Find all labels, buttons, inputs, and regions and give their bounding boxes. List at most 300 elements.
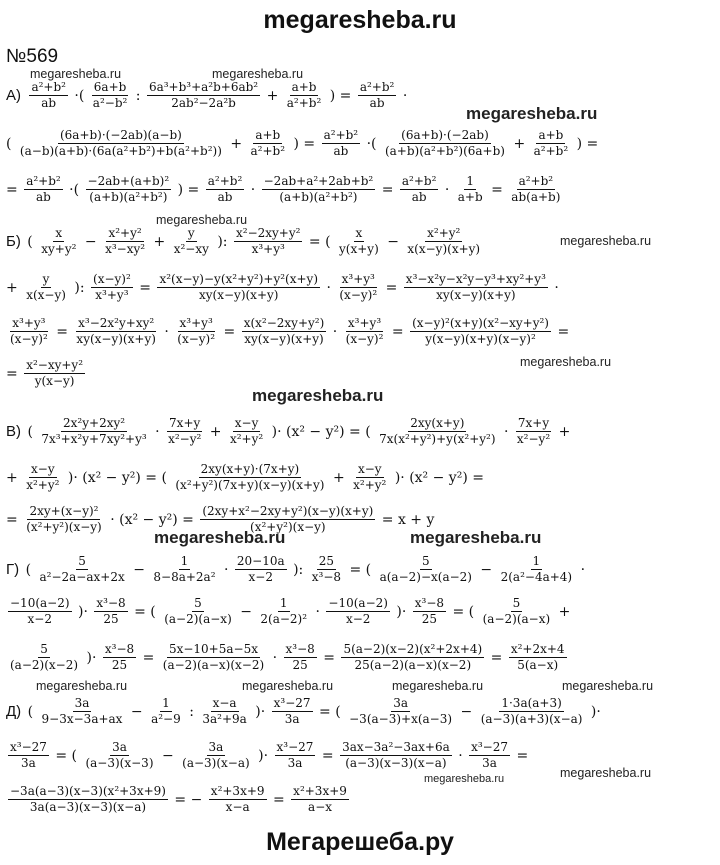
math-operator: ): — [293, 561, 304, 578]
numerator: 5x−10+5a−5x — [168, 642, 258, 656]
denominator: ab — [41, 96, 57, 110]
math-operator: + — [209, 423, 222, 440]
math-operator: + — [6, 279, 18, 296]
denominator: x³+y³ — [95, 288, 129, 302]
fraction — [341, 642, 484, 673]
numerator: 3a — [112, 740, 127, 754]
math-operator: = — [272, 791, 285, 808]
fraction — [258, 596, 309, 627]
math-operator: ( — [27, 703, 34, 720]
fraction — [18, 128, 224, 159]
watermark: megaresheba.ru — [562, 679, 654, 693]
numerator: 2x²y+2xy² — [63, 416, 126, 430]
math-operator: = — [6, 511, 18, 528]
fraction — [378, 554, 474, 585]
math-operator: )· (x² − y²) = ( — [271, 423, 371, 440]
math-operator: − — [240, 603, 252, 620]
math-operator: = — [381, 181, 394, 198]
problem-number: №569 — [6, 46, 59, 67]
denominator: (x²+y²)(x−y) — [26, 520, 102, 534]
fraction — [8, 740, 49, 771]
numerator: a²+b² — [26, 174, 61, 188]
denominator: ab — [369, 96, 385, 110]
denominator: (x²+y²)(7x+y)(x−y)(x+y) — [175, 478, 325, 492]
fraction — [228, 416, 265, 447]
fraction — [86, 174, 172, 205]
fraction — [234, 226, 302, 257]
fraction — [344, 316, 386, 347]
numerator: 6a³+b³+a²b+6ab² — [148, 80, 259, 94]
denominator: a+b — [457, 190, 483, 204]
numerator: x²+3x+9 — [210, 784, 265, 798]
fraction — [24, 174, 63, 205]
numerator: x³+y³ — [341, 272, 375, 286]
denominator: (x−y)² — [339, 288, 378, 302]
fraction — [24, 358, 85, 389]
denominator: (a+b)(a²+b²) — [89, 190, 168, 204]
denominator: x²−y² — [168, 432, 202, 446]
denominator: (a−3)(a+3)(x−a) — [480, 712, 583, 726]
denominator: 2(a²−4a+4) — [500, 570, 573, 584]
denominator: ab — [217, 190, 233, 204]
fraction — [83, 740, 155, 771]
math-operator: − — [460, 703, 473, 720]
site-footer: Мегарешеба.ру — [266, 828, 454, 856]
part-e-line-1 — [6, 696, 601, 727]
math-operator: · — [580, 561, 586, 578]
math-operator: ( — [6, 135, 12, 152]
numerator: −2ab+a²+2ab+b² — [263, 174, 374, 188]
fraction — [24, 272, 68, 303]
fraction — [172, 226, 211, 257]
numerator: x²−xy+y² — [26, 358, 84, 372]
fraction — [157, 272, 320, 303]
denominator: x²−xy — [173, 242, 209, 256]
fraction — [173, 462, 326, 493]
numerator: a+b — [538, 128, 564, 142]
math-operator: · — [272, 649, 278, 666]
numerator: 5 — [78, 554, 86, 568]
fraction — [74, 316, 157, 347]
numerator: x−y — [234, 416, 259, 430]
fraction — [383, 128, 507, 159]
denominator: (a+b)(a²+b²) — [279, 190, 358, 204]
numerator: 1 — [162, 696, 170, 710]
math-operator: = ( — [349, 561, 372, 578]
numerator: x³−27 — [276, 740, 314, 754]
fraction — [180, 740, 252, 771]
math-operator: + — [230, 135, 243, 152]
denominator: x²−y² — [516, 432, 551, 446]
math-operator: ) = — [293, 135, 316, 152]
watermark: megaresheba.ru — [156, 213, 248, 227]
fraction — [209, 784, 267, 815]
numerator: x−y — [31, 462, 55, 476]
watermark: megaresheba.ru — [560, 766, 652, 780]
fraction — [413, 596, 446, 627]
denominator: a(a−2)−x(a−2) — [379, 570, 472, 584]
math-operator: · — [326, 279, 331, 296]
math-operator: − — [480, 561, 493, 578]
math-operator: · — [402, 87, 408, 104]
fraction — [285, 80, 324, 111]
numerator: x³+y³ — [179, 316, 213, 330]
math-operator: · — [250, 181, 256, 198]
numerator: 1 — [532, 554, 541, 568]
math-operator: ): — [74, 279, 85, 296]
denominator: (x−y)² — [345, 332, 384, 346]
part-e-line-3 — [6, 784, 351, 815]
numerator: 2xy(x+y)·(7x+y) — [200, 462, 300, 476]
fraction — [509, 642, 567, 673]
part-e-line-2 — [6, 740, 528, 771]
math-operator: = — [385, 279, 398, 296]
watermark: megaresheba.ru — [242, 679, 334, 693]
denominator: 2(a−2)² — [260, 612, 308, 626]
denominator: x²+y² — [26, 478, 60, 492]
numerator: a²+b² — [207, 174, 243, 188]
numerator: 2xy(x+y) — [410, 416, 465, 430]
math-operator: ·( — [69, 181, 80, 198]
denominator: 25 — [111, 658, 128, 672]
math-operator: = — [323, 649, 335, 666]
math-operator: ( — [27, 423, 33, 440]
watermark: megaresheba.ru — [252, 386, 384, 405]
fraction — [479, 696, 585, 727]
numerator: x³−27 — [273, 696, 311, 710]
denominator: x(x−y) — [26, 288, 66, 302]
fraction — [8, 596, 72, 627]
denominator: y(x−y) — [34, 374, 75, 388]
numerator: y — [42, 272, 50, 286]
denominator: (a−2)(a−x)(x−2) — [162, 658, 265, 672]
numerator: 3a — [393, 696, 408, 710]
numerator: a²+b² — [31, 80, 66, 94]
fraction — [322, 128, 361, 159]
numerator: 1 — [180, 554, 189, 568]
math-operator: · — [164, 323, 169, 340]
math-operator: = ( — [319, 703, 341, 720]
part-b-line-4 — [6, 358, 87, 389]
fraction — [91, 80, 130, 111]
denominator: a²−b² — [92, 96, 128, 110]
fraction — [456, 174, 485, 205]
fraction — [242, 316, 327, 347]
numerator: 6a+b — [93, 80, 127, 94]
numerator: x²+2x+4 — [510, 642, 565, 656]
math-operator: · — [458, 747, 463, 764]
math-operator: ( — [25, 561, 32, 578]
numerator: x³−27 — [471, 740, 508, 754]
numerator: (x−y)²(x+y)(x²−xy+y²) — [412, 316, 549, 330]
numerator: x−y — [357, 462, 382, 476]
math-operator: · — [332, 323, 338, 340]
numerator: x³−8 — [414, 596, 445, 610]
watermark: megaresheba.ru — [36, 679, 128, 693]
fraction — [532, 128, 571, 159]
numerator: 3a — [74, 696, 90, 710]
fraction — [8, 642, 80, 673]
watermark: megaresheba.ru — [30, 67, 122, 81]
math-operator: : — [189, 703, 194, 720]
denominator: x−a — [225, 800, 250, 814]
numerator: −10(a−2) — [328, 596, 388, 610]
math-operator: + — [6, 469, 18, 486]
math-operator: = — [516, 747, 529, 764]
denominator: (a−b)(a+b)·(6a(a²+b²)+b(a²+b²)) — [19, 144, 222, 158]
denominator: (a−3)(x−a) — [182, 756, 250, 770]
denominator: 3a(a−3)(x−3)(x−a) — [29, 800, 147, 814]
math-operator: · — [155, 423, 160, 440]
denominator: a²−2a−ax+2x — [39, 570, 125, 584]
fraction — [235, 554, 287, 585]
numerator: x²+y² — [108, 226, 142, 240]
part-d-line-3 — [6, 642, 569, 673]
numerator: a+b — [255, 128, 281, 142]
denominator: (a−3)(x−3)(x−a) — [345, 756, 447, 770]
numerator: x³+y³ — [12, 316, 46, 330]
numerator: 5 — [40, 642, 48, 656]
fraction — [161, 642, 266, 673]
numerator: 7x+y — [517, 416, 550, 430]
math-operator: = — [321, 747, 334, 764]
math-operator: = — [56, 323, 68, 340]
numerator: (x−y)² — [93, 272, 131, 286]
math-operator: = — [142, 649, 155, 666]
denominator: (a−3)(x−3) — [85, 756, 154, 770]
numerator: 7x+y — [169, 416, 201, 430]
denominator: x²+y² — [353, 478, 387, 492]
numerator: a+b — [291, 80, 317, 94]
fraction — [262, 174, 376, 205]
denominator: xy(x−y)(x+y) — [244, 332, 324, 346]
numerator: 5 — [194, 596, 202, 610]
watermark: megaresheba.ru — [560, 234, 652, 248]
part-b-line-2 — [6, 272, 559, 303]
math-operator: · — [554, 279, 559, 296]
fraction — [377, 416, 497, 447]
fraction — [358, 80, 397, 111]
math-operator: = — [391, 323, 404, 340]
denominator: 3a²+9a — [202, 712, 247, 726]
part-label: Г) — [6, 560, 20, 578]
part-c-line-3 — [6, 504, 434, 535]
numerator: x²(x−y)−y(x²+y²)+y²(x+y) — [159, 272, 319, 286]
math-operator: = ( — [452, 603, 475, 620]
math-operator: = ( — [55, 747, 78, 764]
fraction — [39, 226, 78, 257]
numerator: −10(a−2) — [10, 596, 70, 610]
math-operator: − — [84, 233, 97, 250]
fraction — [499, 554, 575, 585]
fraction — [347, 696, 454, 727]
denominator: xy+y² — [41, 242, 77, 256]
math-operator: − — [387, 233, 399, 250]
watermark: megaresheba.ru — [466, 104, 598, 123]
math-operator: · — [504, 423, 509, 440]
math-operator: · — [444, 181, 450, 198]
math-operator: = ( — [308, 233, 331, 250]
math-operator: ) = — [329, 87, 352, 104]
math-operator: )· (x² − y²) = ( — [67, 469, 167, 486]
denominator: ab — [411, 190, 427, 204]
numerator: x — [355, 226, 363, 240]
fraction — [206, 174, 245, 205]
math-operator: ·( — [74, 87, 85, 104]
math-operator: = — [490, 649, 503, 666]
math-operator: + — [332, 469, 345, 486]
fraction — [249, 128, 288, 159]
fraction — [515, 416, 552, 447]
math-operator: + — [266, 87, 279, 104]
denominator: x(x−y)(x+y) — [407, 242, 481, 256]
fraction — [340, 740, 452, 771]
numerator: x³−8 — [104, 642, 135, 656]
math-operator: )· (x² − y²) = — [394, 469, 484, 486]
denominator: 3a — [284, 712, 300, 726]
denominator: 3a — [482, 756, 497, 770]
denominator: (a+b)(a²+b²)(6a+b) — [384, 144, 505, 158]
math-operator: · — [315, 603, 320, 620]
numerator: a²+b² — [359, 80, 395, 94]
part-label: В) — [6, 422, 21, 440]
math-operator: = x + y — [381, 511, 435, 528]
part-d-line-2 — [6, 596, 570, 627]
fraction — [337, 272, 379, 303]
part-d-line-1 — [6, 554, 585, 585]
fraction — [8, 784, 168, 815]
denominator: a²+b² — [533, 144, 569, 158]
numerator: x — [55, 226, 63, 240]
math-operator: ) = — [576, 135, 599, 152]
numerator: 5(a−2)(x−2)(x²+2x+4) — [343, 642, 483, 656]
math-operator: + — [558, 423, 571, 440]
math-operator: ) = — [177, 181, 200, 198]
denominator: ab — [36, 190, 51, 204]
numerator: (6a+b)·(−2ab) — [401, 128, 489, 142]
part-label: А) — [6, 86, 21, 104]
numerator: x−a — [212, 696, 237, 710]
denominator: x−2 — [345, 612, 371, 626]
denominator: (x²+y²)(x−y) — [250, 520, 326, 534]
numerator: 2xy+(x−y)² — [29, 504, 99, 518]
math-operator: · — [223, 561, 229, 578]
part-a-line-3 — [6, 174, 564, 205]
fraction — [200, 504, 375, 535]
math-operator: ): — [217, 233, 228, 250]
numerator: −2ab+(a+b)² — [87, 174, 170, 188]
math-operator: )· — [590, 703, 601, 720]
numerator: y — [187, 226, 195, 240]
fraction — [162, 596, 234, 627]
fraction — [400, 174, 439, 205]
denominator: xy(x−y)(x+y) — [198, 288, 279, 302]
numerator: 5 — [512, 596, 521, 610]
watermark: megaresheba.ru — [392, 679, 484, 693]
math-operator: − — [161, 747, 174, 764]
fraction — [166, 416, 203, 447]
numerator: a²+b² — [323, 128, 359, 142]
fraction — [149, 696, 183, 727]
fraction — [24, 462, 61, 493]
math-operator: = — [6, 365, 18, 382]
denominator: x−2 — [27, 612, 52, 626]
watermark: megaresheba.ru — [520, 355, 612, 369]
fraction — [284, 642, 317, 673]
watermark: megaresheba.ru — [410, 528, 542, 547]
denominator: x³−8 — [311, 570, 342, 584]
numerator: 1 — [466, 174, 475, 188]
numerator: 20−10a — [236, 554, 285, 568]
watermark: megaresheba.ru — [212, 67, 304, 81]
numerator: −3a(a−3)(x−3)(x²+3x+9) — [10, 784, 166, 798]
part-a-line-1 — [6, 80, 407, 111]
numerator: 3ax−3a²−3ax+6a — [342, 740, 450, 754]
fraction — [481, 596, 553, 627]
fraction — [272, 696, 313, 727]
fraction — [8, 316, 50, 347]
math-operator: = — [139, 279, 151, 296]
numerator: (2xy+x²−2xy+y²)(x−y)(x+y) — [202, 504, 374, 518]
numerator: x³−x²y−x²y−y³+xy²+y³ — [405, 272, 546, 286]
denominator: y(x−y)(x+y)(x−y)² — [425, 332, 536, 346]
denominator: 3a — [21, 756, 36, 770]
denominator: 7x³+x²y+7xy²+y³ — [41, 432, 147, 446]
part-c-line-1 — [6, 416, 570, 447]
fraction — [404, 272, 548, 303]
denominator: x³−xy² — [105, 242, 146, 256]
denominator: 8−8a+2a² — [153, 570, 216, 584]
fraction — [351, 462, 388, 493]
numerator: 1 — [279, 596, 288, 610]
denominator: 25 — [421, 612, 438, 626]
fraction — [94, 596, 127, 627]
numerator: x²+y² — [427, 226, 461, 240]
denominator: a²−9 — [151, 712, 181, 726]
fraction — [40, 696, 125, 727]
part-a-line-2 — [6, 128, 598, 159]
denominator: a−x — [308, 800, 333, 814]
numerator: 1·3a(a+3) — [501, 696, 562, 710]
fraction — [469, 740, 510, 771]
fraction — [151, 554, 217, 585]
math-operator: = — [223, 323, 236, 340]
math-operator: = ( — [134, 603, 156, 620]
fraction — [326, 596, 390, 627]
math-operator: )· — [255, 703, 266, 720]
fraction — [405, 226, 482, 257]
fraction — [29, 80, 68, 111]
math-operator: : — [135, 87, 141, 104]
denominator: 2ab²−2a²b — [171, 96, 236, 110]
denominator: 25 — [292, 658, 308, 672]
numerator: 3a — [208, 740, 224, 754]
math-operator: )· — [258, 747, 269, 764]
denominator: (x−y)² — [177, 332, 216, 346]
denominator: (x−y)² — [10, 332, 48, 346]
math-operator: · (x² − y²) = — [110, 511, 194, 528]
denominator: a²+b² — [250, 144, 286, 158]
denominator: 25 — [103, 612, 119, 626]
numerator: x³−8 — [96, 596, 126, 610]
fraction — [103, 226, 147, 257]
denominator: 3a — [287, 756, 303, 770]
denominator: (a−2)(x−2) — [10, 658, 79, 672]
denominator: y(x+y) — [339, 242, 379, 256]
numerator: 25 — [318, 554, 335, 568]
watermark: megaresheba.ru — [154, 528, 286, 547]
numerator: a²+b² — [401, 174, 437, 188]
